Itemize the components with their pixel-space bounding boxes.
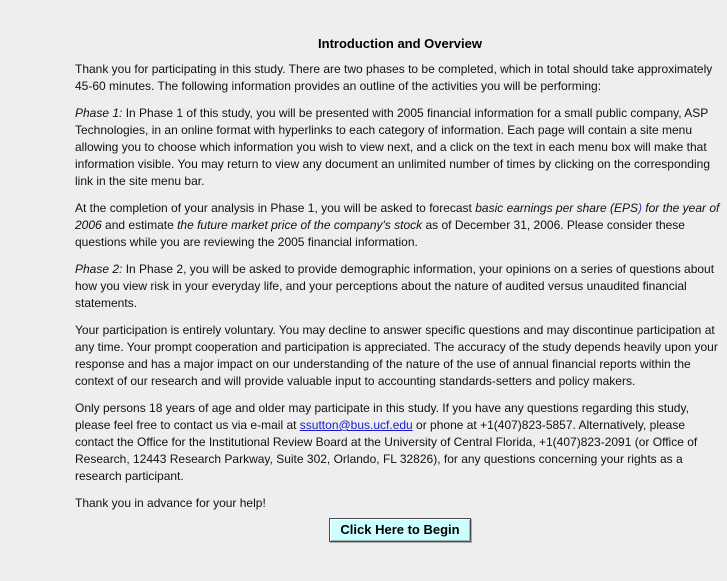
phase2-text: In Phase 2, you will be asked to provide demographic information, your opinions on a series of questions about how you view risk in your everyday life, and your perceptions about the nature of audited versus unaudited financial statements. (75, 262, 715, 310)
forecast-eps-paren: ) (637, 201, 642, 215)
study-intro-page (75, 36, 725, 542)
closing-paragraph (75, 495, 725, 512)
phase1-label: Phase 1: (75, 106, 123, 120)
closing-text: Thank you in advance for your help! (75, 496, 266, 510)
forecast-eps-phrase: basic earnings per share (EPS (475, 201, 638, 215)
email-link[interactable]: ssutton@bus.ucf.edu (299, 418, 413, 432)
forecast-text-post: as of December 31, 2006. Please consider these questions while you are reviewing the 2005 financial information. (75, 218, 685, 249)
forecast-year-phrase: for the year of 2006 (75, 201, 720, 232)
phase2-paragraph (75, 261, 725, 312)
forecast-text-mid: and estimate (101, 218, 178, 232)
forecast-text-pre: At the completion of your analysis in Phase 1, you will be asked to forecast (75, 201, 476, 215)
forecast-price-phrase: the future market price of the company's stock (177, 218, 423, 232)
forecast-paragraph (75, 200, 725, 251)
begin-button[interactable]: Click Here to Begin (329, 518, 470, 542)
contact-paragraph (75, 400, 725, 485)
intro-paragraph (75, 61, 725, 95)
button-row (75, 518, 725, 542)
phase2-label: Phase 2: (75, 262, 123, 276)
intro-text: Thank you for participating in this study. There are two phases to be completed, which in total should take approximately 45-60 minutes. The following information provides an outline of the activities you will be performing: (75, 62, 713, 93)
voluntary-paragraph (75, 322, 725, 390)
phase1-paragraph (75, 105, 725, 190)
contact-text-post: or phone at +1(407)823-5857. Alternatively, please contact the Office for the Institutional Review Board at the University of Central Florida, +1(407)823-2091 (or Office of Research, 12443 Research Parkway, Suite 302, Orlando, FL 32826), for any questions concerning your rights as a research participant. (75, 418, 698, 483)
page-title: Introduction and Overview (318, 36, 482, 51)
voluntary-text: Your participation is entirely voluntary. You may decline to answer specific questions and may discontinue participation at any time. Your prompt cooperation and participation is appreciated. The accuracy of the study depends heavily upon your response and has a major impact on our understanding of the nature of the use of annual financial reports within the context of our research and will provide valuable input to accounting standards-setters and policy makers. (75, 323, 718, 388)
phase1-text: In Phase 1 of this study, you will be presented with 2005 financial information for a small public company, ASP Technologies, in an online format with hyperlinks to each category of information. Each page will contain a site menu allowing you to choose which information you wish to view next, and a click on the text in each menu box will make that information visible. You may return to view any document an unlimited number of times by clicking on the corresponding link in the site menu bar. (75, 106, 710, 188)
contact-text-pre: Only persons 18 years of age and older may participate in this study. If you have any questions regarding this study, please feel free to contact us via e-mail at (75, 401, 689, 432)
